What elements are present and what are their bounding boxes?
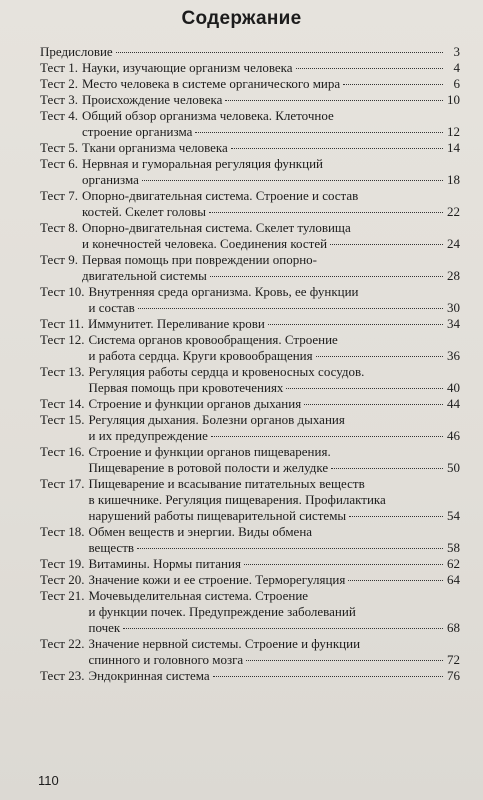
entry-page-number: 30 bbox=[447, 300, 460, 315]
entry-line bbox=[82, 268, 460, 284]
entry-title-text: Нервная и гуморальная регуляция функций bbox=[82, 156, 323, 171]
dot-leader bbox=[138, 308, 443, 309]
entry-body bbox=[89, 364, 461, 396]
entry-title-text: Регуляция дыхания. Болезни органов дыхания bbox=[88, 412, 345, 427]
table-of-contents bbox=[40, 44, 460, 684]
entry-line bbox=[89, 556, 461, 572]
entry-line bbox=[82, 172, 460, 188]
entry-title-text: Строение и функции органов дыхания bbox=[88, 396, 302, 411]
entry-title-text: Значение нервной системы. Строение и функции bbox=[88, 636, 361, 651]
test-number: Тест 20. bbox=[40, 572, 85, 587]
entry-page-number: 4 bbox=[453, 60, 460, 75]
entry-line bbox=[89, 652, 461, 668]
dot-leader bbox=[210, 276, 443, 277]
toc-entry bbox=[40, 60, 460, 76]
toc-entry bbox=[40, 444, 460, 476]
entry-title-text: Обмен веществ и энергии. Виды обмена bbox=[88, 524, 313, 539]
entry-title-text: костей. Скелет головы bbox=[82, 204, 206, 219]
entry-title-text: строение организма bbox=[82, 124, 193, 139]
test-number: Тест 14. bbox=[40, 396, 85, 411]
dot-leader bbox=[304, 404, 443, 405]
toc-entry bbox=[40, 332, 460, 364]
entry-page-number: 68 bbox=[447, 620, 460, 635]
page-title: Содержание bbox=[181, 8, 302, 29]
entry-line bbox=[82, 156, 460, 172]
dot-leader bbox=[348, 580, 443, 581]
toc-entry bbox=[40, 156, 460, 188]
entry-body bbox=[82, 188, 460, 220]
entry-body bbox=[89, 556, 461, 572]
toc-entry bbox=[40, 364, 460, 396]
dot-leader bbox=[349, 516, 443, 517]
entry-page-number: 36 bbox=[447, 348, 460, 363]
test-number: Тест 3. bbox=[40, 92, 78, 107]
toc-entry bbox=[40, 524, 460, 556]
entry-page-number: 14 bbox=[447, 140, 460, 155]
entry-line bbox=[82, 204, 460, 220]
entry-line bbox=[82, 236, 460, 252]
test-number: Тест 12. bbox=[40, 332, 85, 347]
entry-line bbox=[89, 460, 461, 476]
entry-title-text: Общий обзор организма человека. Клеточное bbox=[82, 108, 334, 123]
dot-leader bbox=[246, 660, 443, 661]
test-number: Тест 22. bbox=[40, 636, 85, 651]
test-number: Тест 13. bbox=[40, 364, 85, 379]
entry-line bbox=[82, 76, 460, 92]
entry-line bbox=[89, 588, 461, 604]
entry-page-number: 46 bbox=[447, 428, 460, 443]
entry-page-number: 34 bbox=[447, 316, 460, 331]
entry-page-number: 50 bbox=[447, 460, 460, 475]
entry-title-text: почек bbox=[88, 620, 121, 635]
dot-leader bbox=[343, 84, 443, 85]
toc-entry bbox=[40, 284, 460, 316]
entry-body bbox=[89, 588, 461, 636]
entry-title-text: Внутренняя среда организма. Кровь, ее функции bbox=[88, 284, 359, 299]
entry-line bbox=[89, 636, 461, 652]
entry-line bbox=[89, 412, 461, 428]
entry-title-text: Эндокринная система bbox=[88, 668, 210, 683]
entry-body bbox=[82, 252, 460, 284]
entry-title-text: Опорно-двигательная система. Строение и состав bbox=[82, 188, 359, 203]
dot-leader bbox=[331, 468, 443, 469]
dot-leader bbox=[286, 388, 443, 389]
entry-page-number: 18 bbox=[447, 172, 460, 187]
page-number: 110 bbox=[38, 773, 59, 788]
toc-entry bbox=[40, 252, 460, 284]
entry-title-text: Иммунитет. Переливание крови bbox=[88, 316, 265, 331]
entry-line bbox=[89, 492, 461, 508]
entry-line bbox=[89, 428, 461, 444]
entry-title-text: и состав bbox=[88, 300, 135, 315]
entry-line bbox=[89, 284, 461, 300]
test-number: Тест 6. bbox=[40, 156, 78, 171]
entry-title-text: Первая помощь при кровотечениях bbox=[88, 380, 284, 395]
entry-line bbox=[89, 604, 461, 620]
entry-title-text: нарушений работы пищеварительной системы bbox=[88, 508, 347, 523]
dot-leader bbox=[213, 676, 443, 677]
entry-body bbox=[89, 524, 461, 556]
entry-line bbox=[82, 252, 460, 268]
entry-title-text: двигательной системы bbox=[82, 268, 207, 283]
entry-line bbox=[89, 524, 461, 540]
entry-title-text: Предисловие bbox=[40, 44, 113, 59]
toc-entry bbox=[40, 556, 460, 572]
dot-leader bbox=[123, 628, 443, 629]
entry-page-number: 3 bbox=[453, 44, 460, 59]
entry-line bbox=[40, 44, 460, 60]
entry-page-number: 12 bbox=[447, 124, 460, 139]
entry-line bbox=[82, 60, 460, 76]
entry-title-text: Пищеварение в ротовой полости и желудке bbox=[88, 460, 329, 475]
entry-page-number: 62 bbox=[447, 556, 460, 571]
dot-leader bbox=[316, 356, 443, 357]
test-number: Тест 17. bbox=[40, 476, 85, 491]
dot-leader bbox=[225, 100, 443, 101]
entry-line bbox=[82, 140, 460, 156]
entry-body bbox=[89, 444, 461, 476]
entry-body bbox=[82, 76, 460, 92]
entry-line bbox=[88, 316, 460, 332]
toc-entry bbox=[40, 476, 460, 524]
toc-entry bbox=[40, 92, 460, 108]
entry-page-number: 24 bbox=[447, 236, 460, 251]
entry-line bbox=[82, 220, 460, 236]
entry-page-number: 28 bbox=[447, 268, 460, 283]
test-number: Тест 5. bbox=[40, 140, 78, 155]
toc-entry bbox=[40, 572, 460, 588]
test-number: Тест 18. bbox=[40, 524, 85, 539]
entry-body bbox=[82, 108, 460, 140]
entry-title-text: в кишечнике. Регуляция пищеварения. Профилактика bbox=[88, 492, 386, 507]
entry-line bbox=[89, 444, 461, 460]
toc-entry bbox=[40, 220, 460, 252]
entry-body bbox=[89, 332, 461, 364]
entry-title-text: и функции почек. Предупреждение заболеваний bbox=[88, 604, 356, 619]
entry-page-number: 6 bbox=[453, 76, 460, 91]
dot-leader bbox=[211, 436, 443, 437]
entry-page-number: 72 bbox=[447, 652, 460, 667]
dot-leader bbox=[244, 564, 443, 565]
toc-entry bbox=[40, 76, 460, 92]
toc-entry bbox=[40, 668, 460, 684]
entry-title-text: и конечностей человека. Соединения костей bbox=[82, 236, 328, 251]
toc-entry bbox=[40, 396, 460, 412]
entry-page-number: 10 bbox=[447, 92, 460, 107]
entry-body bbox=[82, 92, 460, 108]
entry-body bbox=[82, 220, 460, 252]
entry-title-text: Мочевыделительная система. Строение bbox=[88, 588, 309, 603]
dot-leader bbox=[116, 52, 443, 53]
entry-title-text: Строение и функции органов пищеварения. bbox=[88, 444, 331, 459]
test-number: Тест 10. bbox=[40, 284, 85, 299]
entry-line bbox=[89, 668, 461, 684]
entry-line bbox=[89, 540, 461, 556]
entry-body bbox=[82, 60, 460, 76]
entry-page-number: 64 bbox=[447, 572, 460, 587]
entry-body bbox=[89, 668, 461, 684]
entry-title-text: Науки, изучающие организм человека bbox=[82, 60, 293, 75]
entry-body bbox=[89, 412, 461, 444]
toc-entry bbox=[40, 188, 460, 220]
entry-line bbox=[82, 188, 460, 204]
dot-leader bbox=[330, 244, 443, 245]
entry-line bbox=[82, 92, 460, 108]
entry-title-text: Место человека в системе органического мира bbox=[82, 76, 341, 91]
dot-leader bbox=[296, 68, 443, 69]
entry-line bbox=[89, 396, 461, 412]
entry-body bbox=[82, 140, 460, 156]
entry-body bbox=[40, 44, 460, 60]
toc-entry bbox=[40, 44, 460, 60]
entry-body bbox=[89, 636, 461, 668]
entry-title-text: спинного и головного мозга bbox=[88, 652, 244, 667]
toc-entry bbox=[40, 588, 460, 636]
entry-title-text: и работа сердца. Круги кровообращения bbox=[88, 348, 313, 363]
entry-title-text: организма bbox=[82, 172, 139, 187]
toc-entry bbox=[40, 108, 460, 140]
test-number: Тест 19. bbox=[40, 556, 85, 571]
test-number: Тест 4. bbox=[40, 108, 78, 123]
test-number: Тест 7. bbox=[40, 188, 78, 203]
entry-line bbox=[89, 348, 461, 364]
test-number: Тест 1. bbox=[40, 60, 78, 75]
dot-leader bbox=[209, 212, 443, 213]
entry-page-number: 58 bbox=[447, 540, 460, 555]
entry-title-text: и их предупреждение bbox=[88, 428, 208, 443]
entry-line bbox=[89, 332, 461, 348]
entry-body bbox=[88, 316, 460, 332]
entry-line bbox=[89, 508, 461, 524]
entry-page-number: 76 bbox=[447, 668, 460, 683]
entry-page-number: 44 bbox=[447, 396, 460, 411]
toc-entry bbox=[40, 636, 460, 668]
entry-line bbox=[89, 300, 461, 316]
entry-body bbox=[89, 284, 461, 316]
entry-body bbox=[89, 396, 461, 412]
test-number: Тест 21. bbox=[40, 588, 85, 603]
dot-leader bbox=[142, 180, 443, 181]
entry-body bbox=[89, 572, 461, 588]
entry-title-text: веществ bbox=[88, 540, 135, 555]
entry-title-text: Первая помощь при повреждении опорно- bbox=[82, 252, 318, 267]
test-number: Тест 23. bbox=[40, 668, 85, 683]
toc-entry bbox=[40, 316, 460, 332]
entry-page-number: 40 bbox=[447, 380, 460, 395]
test-number: Тест 16. bbox=[40, 444, 85, 459]
dot-leader bbox=[195, 132, 443, 133]
entry-title-text: Пищеварение и всасывание питательных веществ bbox=[88, 476, 365, 491]
test-number: Тест 8. bbox=[40, 220, 78, 235]
entry-title-text: Ткани организма человека bbox=[82, 140, 228, 155]
test-number: Тест 9. bbox=[40, 252, 78, 267]
entry-title-text: Система органов кровообращения. Строение bbox=[88, 332, 338, 347]
entry-title-text: Регуляция работы сердца и кровеносных сосудов. bbox=[88, 364, 365, 379]
entry-line bbox=[82, 124, 460, 140]
test-number: Тест 2. bbox=[40, 76, 78, 91]
entry-body bbox=[89, 476, 461, 524]
entry-line bbox=[89, 620, 461, 636]
entry-line bbox=[89, 476, 461, 492]
entry-line bbox=[89, 572, 461, 588]
entry-body bbox=[82, 156, 460, 188]
toc-entry bbox=[40, 412, 460, 444]
entry-title-text: Происхождение человека bbox=[82, 92, 223, 107]
test-number: Тест 11. bbox=[40, 316, 85, 331]
entry-line bbox=[89, 364, 461, 380]
entry-page-number: 54 bbox=[447, 508, 460, 523]
dot-leader bbox=[231, 148, 443, 149]
test-number: Тест 15. bbox=[40, 412, 85, 427]
dot-leader bbox=[268, 324, 443, 325]
entry-title-text: Витамины. Нормы питания bbox=[88, 556, 241, 571]
toc-entry bbox=[40, 140, 460, 156]
entry-line bbox=[82, 108, 460, 124]
entry-title-text: Значение кожи и ее строение. Терморегуляция bbox=[88, 572, 346, 587]
entry-title-text: Опорно-двигательная система. Скелет туловища bbox=[82, 220, 351, 235]
entry-line bbox=[89, 380, 461, 396]
entry-page-number: 22 bbox=[447, 204, 460, 219]
dot-leader bbox=[137, 548, 443, 549]
